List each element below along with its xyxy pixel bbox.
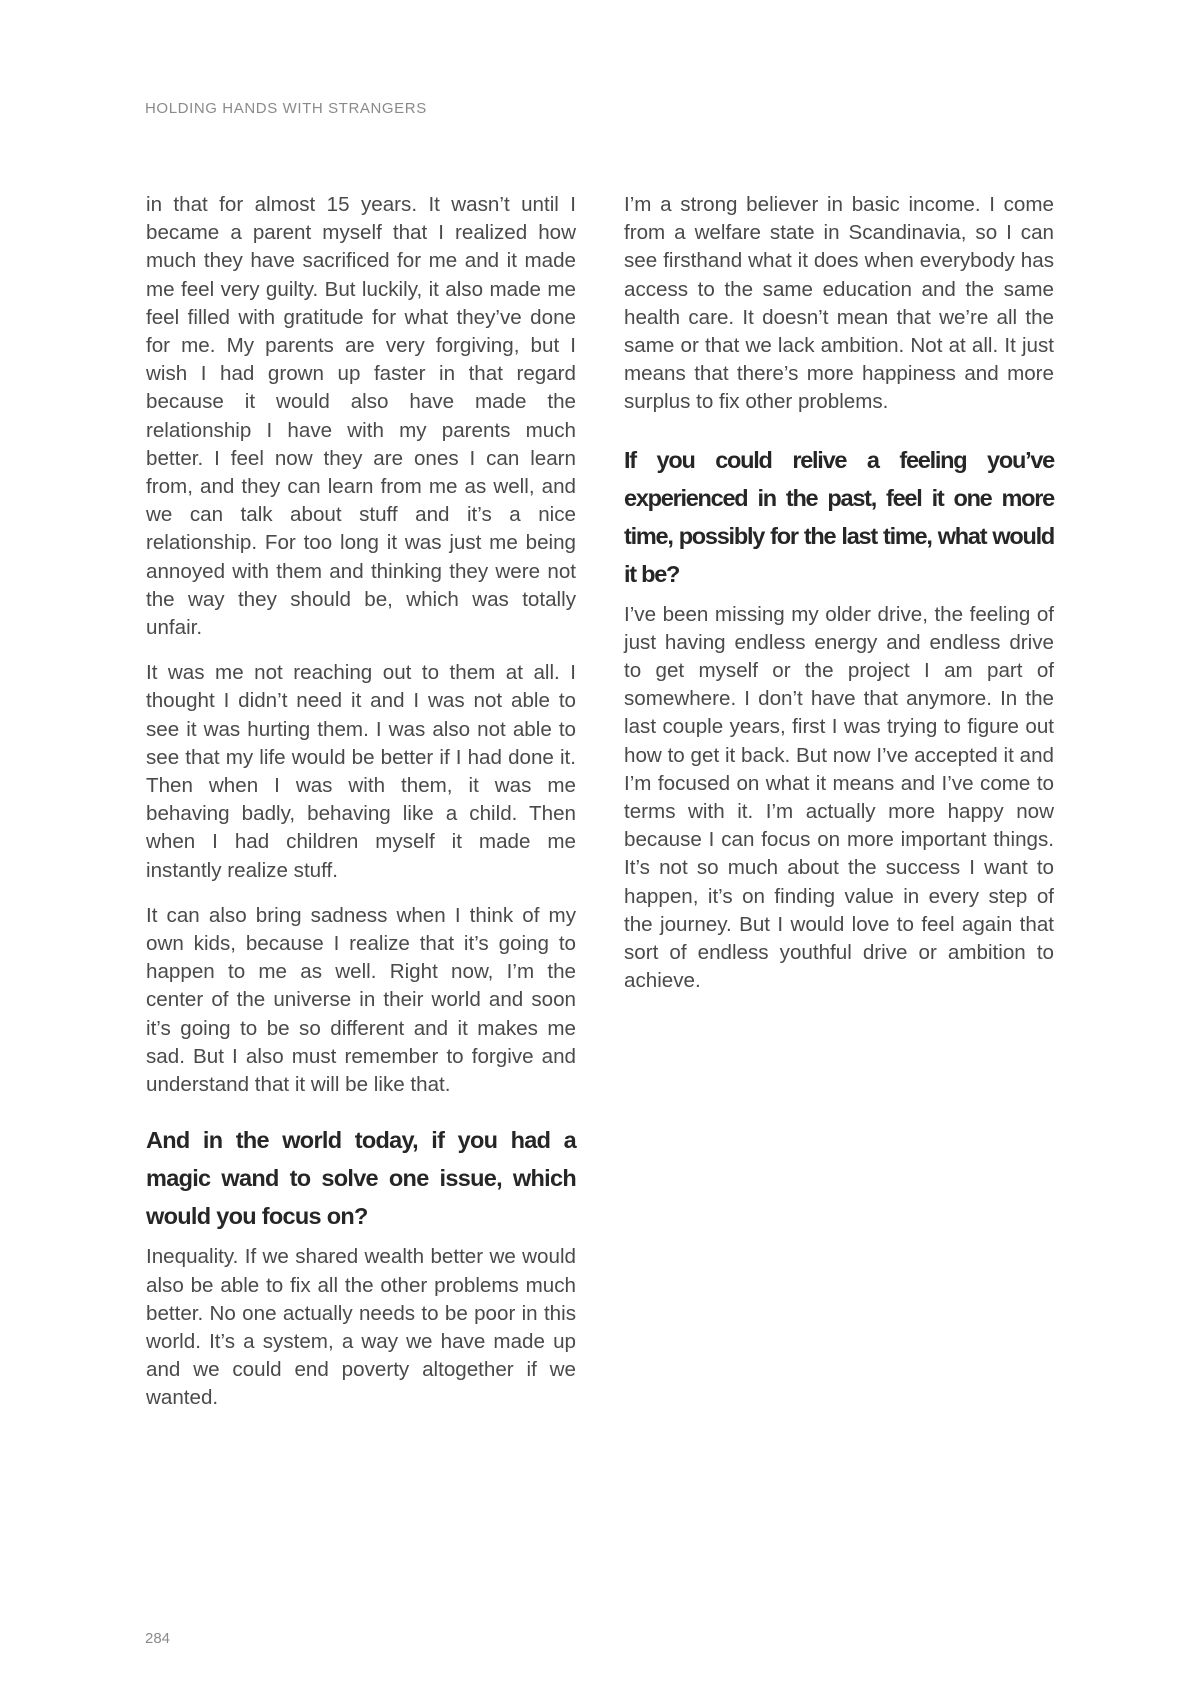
body-paragraph: It can also bring sadness when I think of my own kids, because I realize that it’s going to happen to me as well. Right now, I’m the center of the universe in their world and soon it’s going to be so different and it makes me sad. But I also must remember to forgive and understand that it will be like that. <box>146 903 576 1097</box>
page-number: 284 <box>145 1630 171 1647</box>
running-header: HOLDING HANDS WITH STRANGERS <box>145 100 427 117</box>
body-paragraph: in that for almost 15 years. It wasn’t until I became a parent myself that I realized how much they have sacrificed for me and it made me feel very guilty. But luckily, it also made me feel filled with gratitude for what they’ve done for me. My parents are very forgiving, but I wish I had grown up faster in that regard because it would also have made the relationship I have with my parents much better. I feel now they are ones I can learn from, and they can learn from me as well, and we can talk about stuff and it’s a nice relationship. For too long it was just me being annoyed with them and thinking they were not the way they should be, which was totally unfair. <box>146 193 576 640</box>
body-paragraph: I’m a strong believer in basic income. I come from a welfare state in Scandinavia, so I can see firsthand what it does when everybody has access to the same education and the same health care. It doesn’t mean that we’re all the same or that we lack ambition. Not at all. It just means that there’s more happiness and more surplus to fix other problems. <box>624 193 1054 414</box>
left-column <box>146 191 576 1430</box>
interview-answer: Inequality. If we shared wealth better we would also be able to fix all the other problems much better. No one actually needs to be poor in this world. It’s a system, a way we have made up and we could end poverty altogether if we wanted. <box>146 1245 576 1410</box>
right-column <box>624 191 1054 1012</box>
interview-question: And in the world today, if you had a magic wand to solve one issue, which would you focus on? <box>146 1127 576 1230</box>
interview-question: If you could relive a feeling you’ve experienced in the past, feel it one more time, possibly for the last time, what would it be? <box>624 446 1054 587</box>
body-paragraph: It was me not reaching out to them at all. I thought I didn’t need it and I was not able to see it was hurting them. I was also not able to see that my life would be better if I had done it. Then when I was with them, it was me behaving badly, behaving like a child. Then when I had children myself it made me instantly realize stuff. <box>146 661 576 882</box>
interview-answer: I’ve been missing my older drive, the feeling of just having endless energy and endless drive to get myself or the project I am part of somewhere. I don’t have that anymore. In the last couple years, first I was trying to figure out how to get it back. But now I’ve accepted it and I’m focused on what it means and I’ve come to terms with it. I’m actually more happy now because I can focus on more important things. It’s not so much about the success I want to happen, it’s on finding value in every step of the journey. But I would love to feel again that sort of endless youthful drive or ambition to achieve. <box>624 602 1054 993</box>
